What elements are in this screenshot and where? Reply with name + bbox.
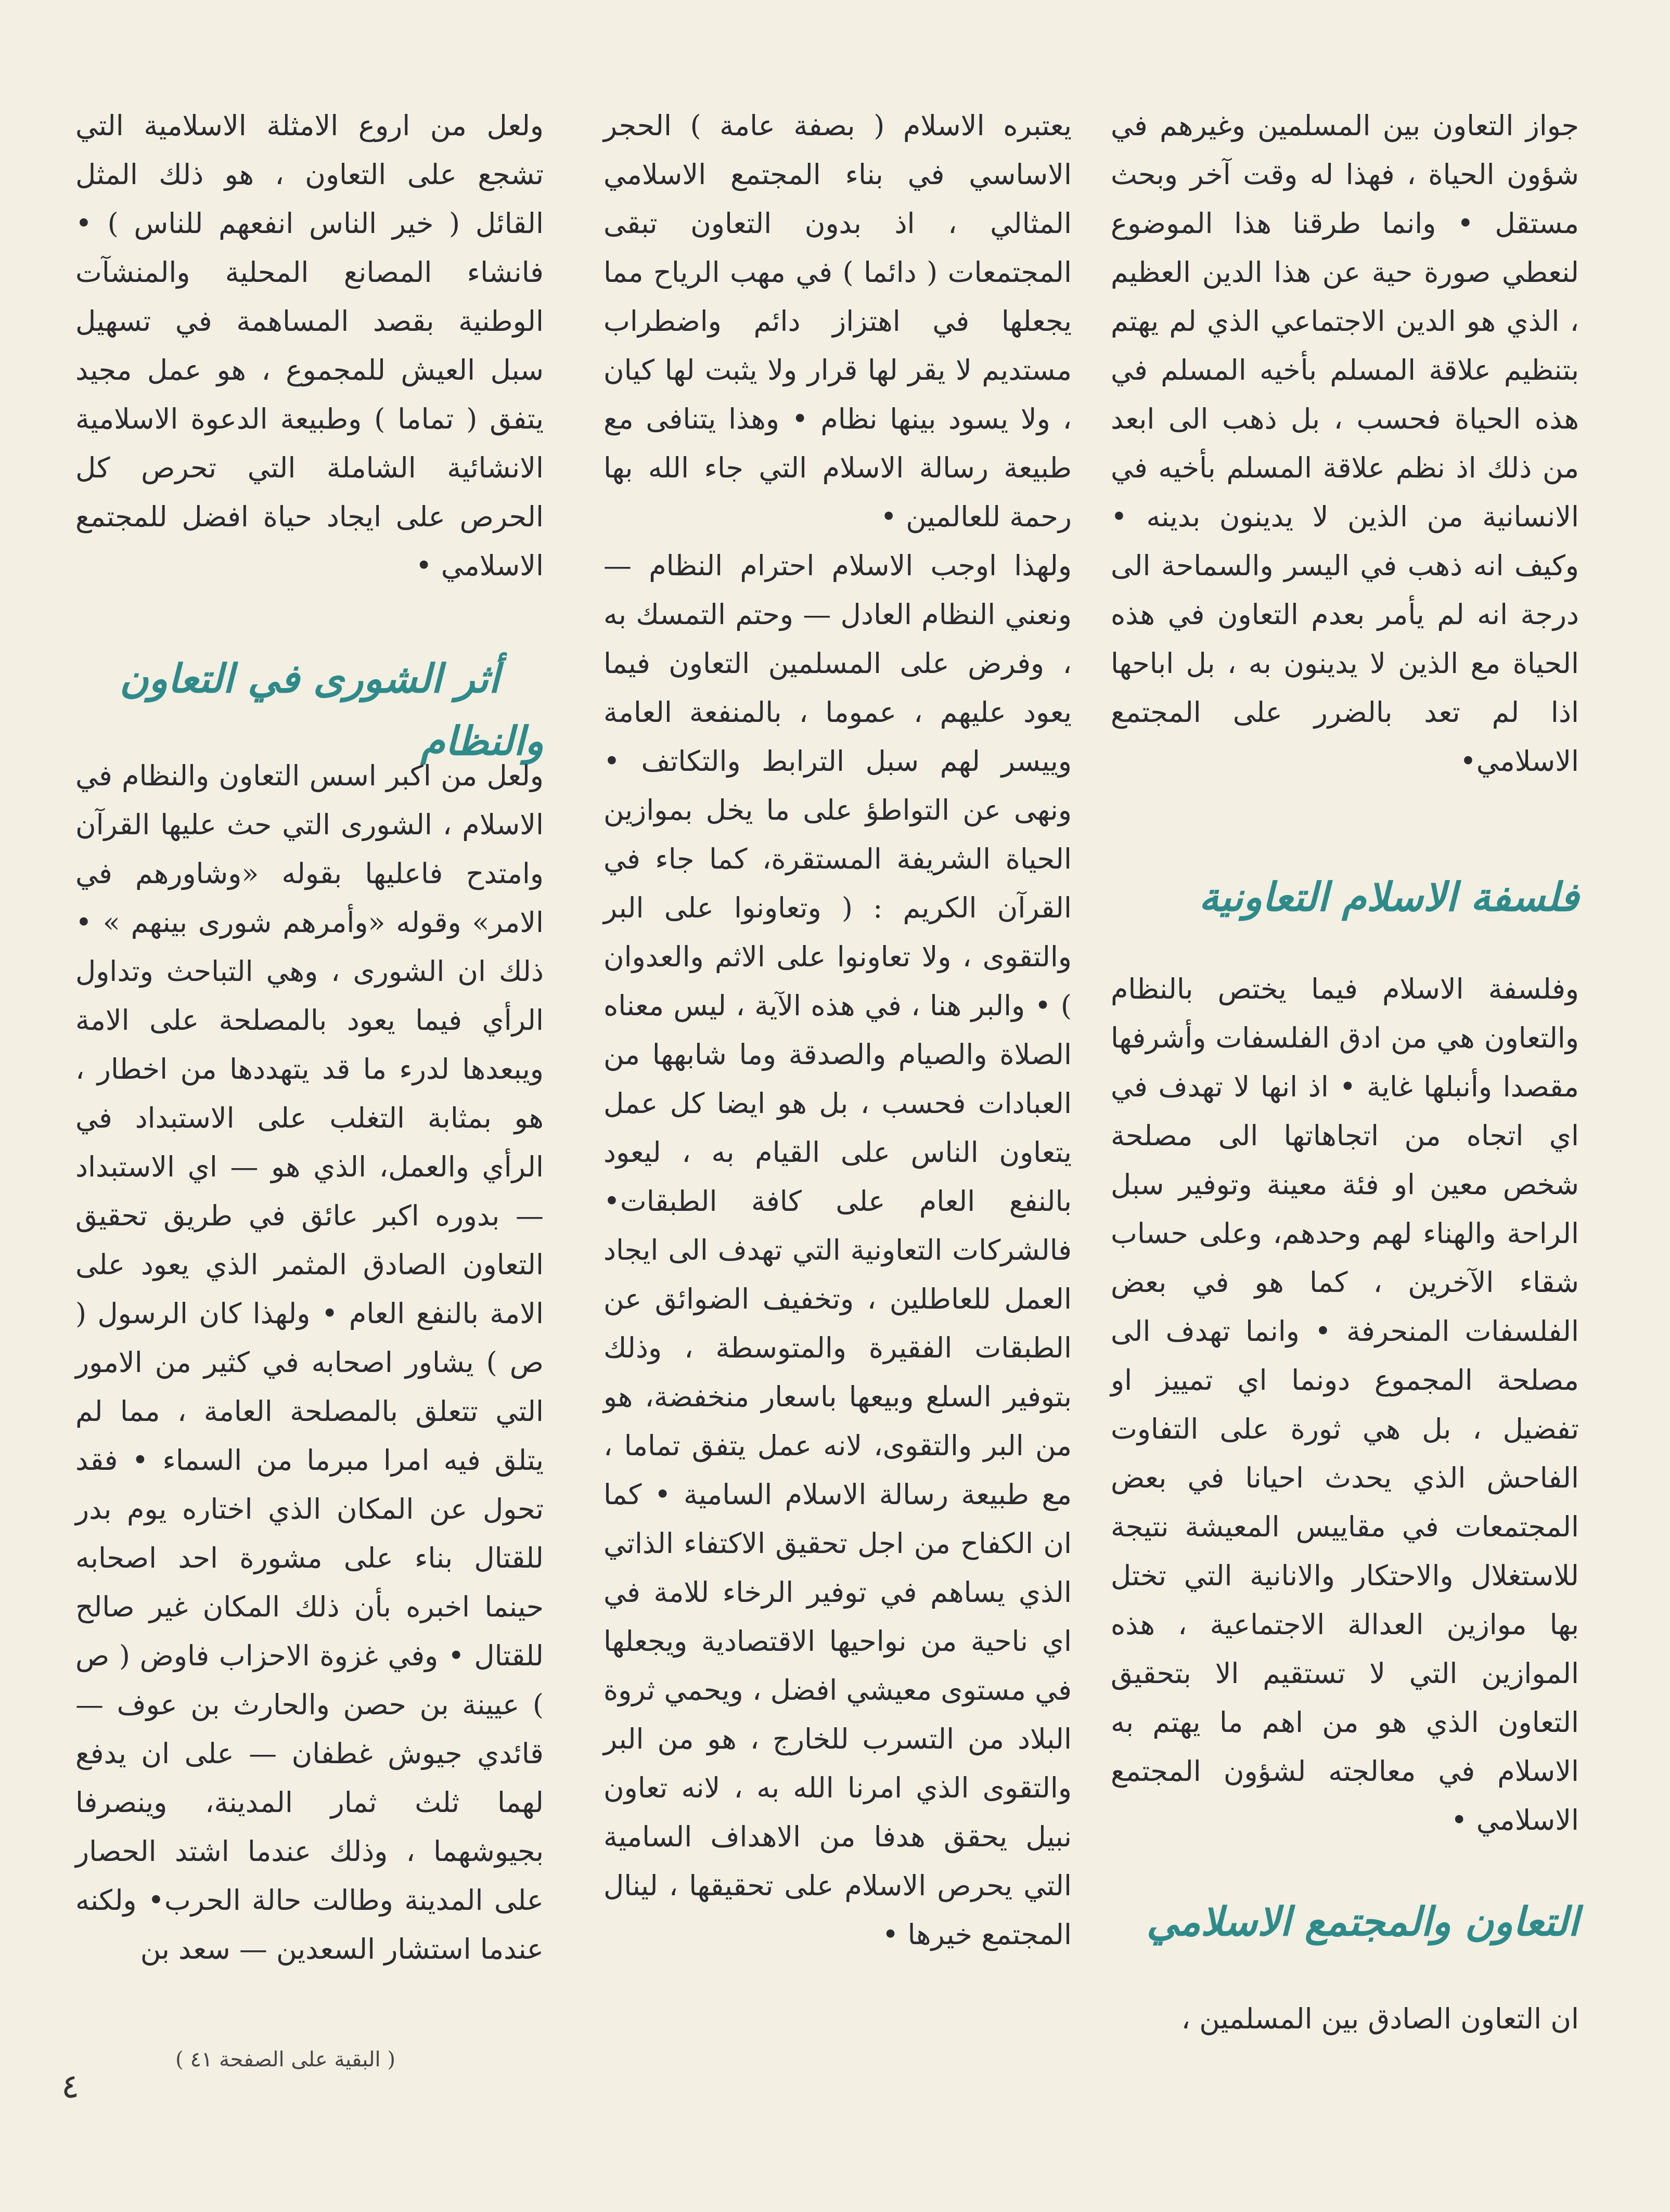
right-paragraph-3: ان التعاون الصادق بين المسلمين ، xyxy=(1181,2002,1579,2035)
right-paragraph-1: جواز التعاون بين المسلمين وغيرهم في شؤون الحياة ، فهذا له وقت آخر وبحث مستقل • وانما طرقنا هذا الموضوع لنعطي صورة حية عن هذا الدين العظيم ، الذي هو الدين الاجتماعي الذي لم يهتم بتنظيم علاقة المسلم بأخيه المسلم في هذه الحياة فحسب ، بل ذهب الى ابعد من ذلك اذ نظم علاقة المسلم بأخيه في الانسانية من الذين لا يدينون بدينه • وكيف انه ذهب في اليسر والسماحة الى درجة انه لم يأمر بعدم التعاون في هذه الحياة مع الذين لا يدينون به ، بل اباحها اذا لم تعد بالضرر على المجتمع الاسلامي• xyxy=(1111,109,1579,778)
middle-paragraph-2: ولهذا اوجب الاسلام احترام النظام — ونعني النظام العادل — وحتم التمسك به ، وفرض على المسلمين التعاون فيما يعود عليهم ، عموما ، بالمنفعة العامة وييسر لهم سبل الترابط والتكاتف • ونهى عن التواطؤ على ما يخل بموازين الحياة الشريفة المستقرة، كما جاء في القرآن الكريم : ( وتعاونوا على البر والتقوى ، ولا تعاونوا على الاثم والعدوان ) • والبر هنا ، في هذه الآية ، ليس معناه الصلاة والصيام والصدقة وما شابهها من العبادات فحسب ، بل هو ايضا كل عمل يتعاون الناس على القيام به ، ليعود بالنفع العام على كافة الطبقات• فالشركات التعاونية التي تهدف الى ايجاد العمل للعاطلين ، وتخفيف الضوائق عن الطبقات الفقيرة والمتوسطة ، وذلك بتوفير السلع وبيعها باسعار منخفضة، هو من البر والتقوى، لانه عمل يتفق تماما ، مع طبيعة رسالة الاسلام السامية • كما ان الكفاح من اجل تحقيق الاكتفاء الذاتي الذي يساهم في توفير الرخاء للامة في اي ناحية من نواحيها الاقتصادية ويجعلها في مستوى معيشي افضل ، ويحمي ثروة البلاد من التسرب للخارج ، هو من البر والتقوى الذي امرنا الله به ، لانه تعاون نبيل يحقق هدفا من الاهداف السامية التي يحرص الاسلام على تحقيقها ، لينال المجتمع خيرها • xyxy=(603,549,1072,1951)
left-paragraph-1: ولعل من اروع الامثلة الاسلامية التي تشجع على التعاون ، هو ذلك المثل القائل ( خير الناس انفعهم للناس ) • فانشاء المصانع المحلية والمنشآت الوطنية بقصد المساهمة في تسهيل سبل العيش للمجموع ، هو عمل مجيد يتفق ( تماما ) وطبيعة الدعوة الاسلامية الانشائية الشاملة التي تحرص كل الحرص على ايجاد حياة افضل للمجتمع الاسلامي • xyxy=(75,109,544,582)
continued-note: ( البقية على الصفحة ٤١ ) xyxy=(175,2048,395,2072)
middle-column xyxy=(603,101,1072,1959)
section-heading-cooperation-society: التعاون والمجتمع الاسلامي xyxy=(1146,1898,1579,1945)
middle-paragraph-1: يعتبره الاسلام ( بصفة عامة ) الحجر الاساسي في بناء المجتمع الاسلامي المثالي ، اذ بدون التعاون تبقى المجتمعات ( دائما ) في مهب الرياح مما يجعلها في اهتزاز دائم واضطراب مستديم لا يقر لها قرار ولا يثبت لها كيان ، ولا يسود بينها نظام • وهذا يتنافى مع طبيعة رسالة الاسلام التي جاء الله بها رحمة للعالمين • xyxy=(603,109,1072,533)
section-heading-islam-cooperative-philosophy: فلسفة الاسلام التعاونية xyxy=(1199,874,1579,920)
right-paragraph-2: وفلسفة الاسلام فيما يختص بالنظام والتعاون هي من ادق الفلسفات وأشرفها مقصدا وأنبلها غاية • اذ انها لا تهدف في اي اتجاه من اتجاهاتها الى مصلحة شخص معين او فئة معينة وتوفير سبل الراحة والهناء لهم وحدهم، وعلى حساب شقاء الآخرين ، كما هو في بعض الفلسفات المنحرفة • وانما تهدف الى مصلحة المجموع دونما اي تمييز او تفضيل ، بل هي ثورة على التفاوت الفاحش الذي يحدث احيانا في بعض المجتمعات في مقاييس المعيشة نتيجة للاستغلال والاحتكار والانانية التي تختل بها موازين العدالة الاجتماعية ، هذه الموازين التي لا تستقيم الا بتحقيق التعاون الذي هو من اهم ما يهتم به الاسلام في معالجته لشؤون المجتمع الاسلامي • xyxy=(1111,973,1579,1836)
left-column xyxy=(75,101,544,1965)
left-paragraph-2: ولعل من اكبر اسس التعاون والنظام في الاسلام ، الشورى التي حث عليها القرآن وامتدح فاعليها بقوله «وشاورهم في الامر» وقوله «وأمرهم شورى بينهم » • ذلك ان الشورى ، وهي التباحث وتداول الرأي فيما يعود بالمصلحة على الامة ويبعدها لدرء ما قد يتهددها من اخطار ، هو بمثابة التغلب على الاستبداد في الرأي والعمل، الذي هو — اي الاستبداد — بدوره اكبر عائق في طريق تحقيق التعاون الصادق المثمر الذي يعود على الامة بالنفع العام • ولهذا كان الرسول ( ص ) يشاور اصحابه في كثير من الامور التي تتعلق بالمصلحة العامة ، مما لم يتلق فيه امرا مبرما من السماء • فقد تحول عن المكان الذي اختاره يوم بدر للقتال بناء على مشورة احد اصحابه حينما اخبره بأن ذلك المكان غير صالح للقتال • وفي غزوة الاحزاب فاوض ( ص ) عيينة بن حصن والحارث بن عوف — قائدي جيوش غطفان — على ان يدفع لهما ثلث ثمار المدينة، وينصرفا بجيوشهما ، وذلك عندما اشتد الحصار على المدينة وطالت حالة الحرب• ولكنه عندما استشار السعدين — سعد بن xyxy=(75,759,544,1965)
right-column xyxy=(1111,101,1579,2035)
page-number: ٤ xyxy=(61,2067,80,2106)
section-heading-shura-effect: أثر الشورى في التعاون والنظام xyxy=(119,655,544,764)
